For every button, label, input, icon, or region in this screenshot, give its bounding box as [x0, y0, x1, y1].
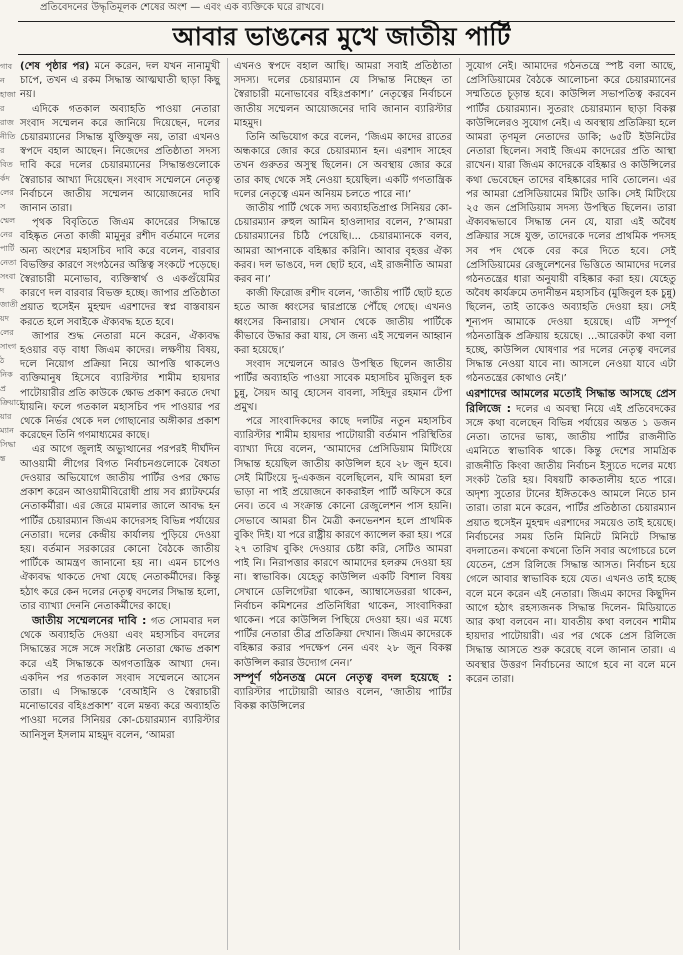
paragraph: এদিকে গতকাল অব্যাহতি পাওয়া নেতারা সংবাদ সম্মেলন করে জানিয়ে দিয়েছেন, দলের চেয়ারম্যানের সিদ্ধান্ত যুক্তিযুক্ত নয়, তারা এখনও স্বপদে বহাল আছেন। নিজেদের প্রতিষ্ঠাতা সদস্য দাবি করে দলের চেয়ারম্যানের সিদ্ধান্তগুলোকে স্বৈরাচার আখ্যা দিয়েছেন। সংবাদ সম্মেলনে নেতৃত্ব নির্বাচনে জাতীয় সম্মেলন আয়োজনের দাবি জানান তারা। [20, 103, 220, 215]
subheading: জাতীয় সম্মেলনের দাবি : [32, 613, 147, 627]
subheading: এরশাদের আমলের মতোই সিদ্ধান্ত আসছে প্রেস রিলিজে : [466, 386, 676, 415]
paragraph: এর আগে জুলাই অভ্যুত্থানের পরপরই দীর্ঘদিন আওয়ামী লীগের বিগত নির্বাচনগুলোকে বৈধতা দেওয়ার অভিযোগে জাতীয় পার্টির ওপর ক্ষোভ প্রকাশ করেন আওয়ামীবিরোধী প্রায় সব প্ল্যাটফর্মের নেতাকর্মীরা। এর জেরে মামলার জালে আবদ্ধ হন পার্টির চেয়ারম্যান জিএম কাদেরসহ বিভিন্ন পর্যায়ের নেতারা। দলের কেন্দ্রীয় কার্যালয় পুড়িয়ে দেওয়া হয়। বর্তমান সরকারের কোনো বৈঠকে জাতীয় পার্টিকে আমন্ত্রণ জানানো হয় না। এমন চাপেও ঐক্যবদ্ধ থাকতে দেখা যেছে নেতাকর্মীদের। কিন্তু হঠাৎ করে কেন দলের নেতৃত্ব বদলের সিদ্ধান্ত হলো, তার ব্যাখ্যা দেননি নেতাকর্মীদের কাছে। [20, 444, 220, 612]
headline-bottom-rule [18, 54, 675, 55]
continued-marker: (শেষ পৃষ্ঠার পর) [20, 61, 90, 72]
paragraph: জাপার শুদ্ধ নেতারা মনে করেন, ঐক্যবদ্ধ হওয়ার বড় বাধা জিএম কাদের। লক্ষণীয় বিষয়, দলে নিয়োগ প্রক্রিয়া নিয়ে আপত্তি থাকলেও ব্যক্তিমানুষ হিসেবে ব্যারিস্টার শামীম হায়দার পাটোয়ারীর প্রতি কাউকে ক্ষোভ প্রকাশ করতে দেখা যায়নি। ফলে গতকাল মহাসচিব পদ পাওয়ার পর থেকে নির্ভর থেকে দল গোছানোর অঙ্গীকার প্রকাশ করেছেন তিনি গণমাধ্যমের কাছে। [20, 330, 220, 442]
paragraph-text: গত সোমবার দল থেকে অব্যাহতি দেওয়া এবং মহাসচিব বদলের সিদ্ধান্তের সঙ্গে সঙ্গে সংশ্লিষ্ট নেতারা ক্ষোভ প্রকাশ করে এই সিদ্ধান্তকে অগণতান্ত্রিক আখ্যা দেন। একদিন পর গতকাল সংবাদ সম্মেলনে আসেন তারা। এ সিদ্ধান্তকে ‘বেআইনি ও স্বৈরাচারী মনোভাবের বহিঃপ্রকাশ’ বলে মন্তব্য করে অব্যাহতি পাওয়া দলের সিনিয়র কো-চেয়ারম্যান ব্যারিস্টার আনিসুল ইসলাম মাহমুদ বলেন, ‘আমরা [20, 615, 220, 741]
paragraph [234, 671, 452, 715]
paragraph-text: দলের এ অবস্থা নিয়ে এই প্রতিবেদকের সঙ্গে কথা বলেছেন বিভিন্ন পর্যায়ের অন্তত ১ ডজন নেতা। তাদের ভাষ্য, জাতীয় পার্টির রাজনীতি এমনিতে স্বাভাবিক থাকে। কিন্তু দেশের সামগ্রিক রাজনীতি কিংবা জাতীয় নির্বাচন ইস্যুতে দলের মধ্যে সংকট তৈরি হয়। বিষয়টি কাকতালীয় হতে পারে। অদৃশ্য সুতোর টানের ইঙ্গিতকেও আমলে নিতে চান তারা। তারা মনে করেন, পার্টির প্রতিষ্ঠাতা চেয়ারম্যান প্রয়াত হুসেইন মুহম্মদ এরশাদের সময়েও তাই হয়েছে। নির্বাচনের সময় তিনি মিনিটে মিনিটে সিদ্ধান্ত বদলাতেন। কখনো কখনো তিনি সবার অগোচরে চলে যেতেন, প্রেস রিলিজে সিদ্ধান্ত আসত। নির্বাচন হয়ে গেলে আবার স্বাভাবিক হয়ে যেত। এখনও তাই হচ্ছে বলে মনে করেন এই নেতারা। জিএম কাদের কিছুদিন আগে হঠাৎ রহস্যজনক সিদ্ধান্ত দিলেন- মিডিয়াতে আর কথা বলবেন না। যাবতীয় কথা বলবেন শামীম হায়দার পাটোয়ারী। এর পর থেকে প্রেস রিলিজে সিদ্ধান্ত আসতে শুরু করেছে বলে জানান তারা। এ অবস্থার উত্তরণ নির্বাচনের আগে হবে না বলে মনে করেন তারা। [466, 403, 677, 685]
article-column-3 [466, 60, 676, 950]
paragraph-text: ব্যারিস্টার পাটোয়ারী আরও বলেন, ‘জাতীয় পার্টির বিকল্প কাউন্সিলের [234, 686, 452, 713]
column-divider-1 [227, 58, 228, 950]
paragraph: এখনও স্বপদে বহাল আছি। আমরা সবাই প্রতিষ্ঠাতা সদস্য। দলের চেয়ারম্যান যে সিদ্ধান্ত নিচ্ছেন তা স্বৈরাচারী মনোভাবের বহিঃপ্রকাশ।’ নেতৃত্বের নির্বাচনে জাতীয় সম্মেলন আয়োজনের দাবি জানান ব্যারিস্টার মাহমুদ। [234, 61, 452, 129]
paragraph: সুযোগ নেই। আমাদের গঠনতন্ত্রে স্পষ্ট বলা আছে, প্রেসিডিয়ামের বৈঠকে আলোচনা করে চেয়ারম্যানের সম্মতিতে চূড়ান্ত হবে। কাউন্সিল সভাপতিত্ব করবেন পার্টির চেয়ারম্যান। সুতরাং চেয়ারম্যান ছাড়া বিকল্প কাউন্সিলেরও সুযোগ নেই। এ অবস্থায় প্রতিক্রিয়া হলে আমরা তৃণমূল নেতাদের ডাকি; ৬৫টি ইউনিটের নেতারা ছিলেন। সবাই জিএম কাদেরের প্রতি আস্থা রাখেন। যারা জিএম কাদেরকে বহিষ্কার ও কাউন্সিলের কথা ভেবেছেন তাদের বহিষ্কারের দাবি তোলেন। এর পর আমরা প্রেসিডিয়ামের মিটিং ডাকি। সেই মিটিংয়ে ২৫ জন প্রেসিডিয়াম সদস্য উপস্থিত ছিলেন। তারা ঐক্যবদ্ধভাবে সিদ্ধান্ত নেন যে, যারা এই অবৈধ প্রক্রিয়ার সঙ্গে যুক্ত, তাদেরকে দলের প্রাথমিক পদসহ সব পদ থেকে বের করে দিতে হবে। সেই প্রেসিডিয়ামের রেজুলেশনের ভিত্তিতে আমাদের দলের গঠনতন্ত্রের ধারা অনুযায়ী বহিষ্কার করা হয়। যেহেতু অবৈধ কার্যক্রমে তদানীন্তন মহাসচিব (মুজিবুল হক চুন্নু) ছিলেন, তাই তাকেও অব্যাহতি দেওয়া হয়। সেই শূন্যপদ আমাকে দেওয়া হয়েছে। এটি সম্পূর্ণ গঠনতান্ত্রিক প্রক্রিয়ায় হয়েছে। ...আরেকটা কথা বলা হচ্ছে, কাউন্সিল ঘোষণার পর দলের নেতৃত্ব বদলের সিদ্ধান্ত নেওয়া যাবে না। আসলে নেওয়া যাবে এটা গঠনতন্ত্রের কোথাও নেই।’ [466, 61, 676, 385]
paragraph [20, 60, 220, 103]
left-margin-cutoff-text: গাবনহাজাররাজনীতিরবিতর্কদলেরসম্মেলনেরপার্টিনেতাসংবাদজাতীয়দলেরসাংগঠনিকপ্রক্রিয়াচেয়ারম্যানসিদ্ধান্ত [0, 62, 24, 463]
paragraph [466, 387, 676, 687]
article-column-1 [20, 60, 220, 950]
headline: আবার ভাঙনের মুখে জাতীয় পার্টি [172, 22, 511, 51]
paragraph: পৃথক বিবৃতিতে জিএম কাদেরের সিদ্ধান্তে বহিষ্কৃত নেতা কাজী মামুনুর রশীদ বর্তমানে দলের অন্য অংশের মহাসচিব দাবি করে বলেন, বারবার বিভক্তির কারণে সংগঠনের অস্তিত্ব সংকটে পড়েছে। স্বৈরাচারী মনোভাব, ব্যক্তিস্বার্থ ও একগুঁয়েমির কারণে দল বারবার বিভক্ত হচ্ছে। জাপার প্রতিষ্ঠাতা প্রয়াত হুসেইন মুহম্মদ এরশাদের স্বপ্ন বাস্তবায়ন করতে হলে সবাইকে ঐক্যবদ্ধ হতে হবে। [20, 217, 220, 328]
paragraph [20, 614, 220, 743]
paragraph: কাজী ফিরোজ রশীদ বলেন, ‘জাতীয় পার্টি ছোট হতে হতে আজ ধ্বংসের দ্বারপ্রান্তে পৌঁছে গেছে। এখনও ধ্বংসের কিনারায়। সেখান থেকে জাতীয় পার্টিকে কীভাবে উদ্ধার করা যায়, সে জন্য এই সম্মেলন আহ্বান করা হয়েছে।’ [234, 288, 452, 357]
paragraph: জাতীয় পার্টি থেকে সদ্য অব্যাহতিপ্রাপ্ত সিনিয়র কো-চেয়ারম্যান রুহুল আমিন হাওলাদার বলেন, ?’আমরা চেয়ারম্যানের চিঠি পেয়েছি।... চেয়ারম্যানকে বলব, আমরা আপনাকে বহিষ্কার করিনি। আবার বৃহত্তর ঐক্য করব। দল ভাঙবে, দল ছোট হবে, এই রাজনীতি আমরা করব না।’ [234, 203, 452, 286]
previous-article-tail: প্রতিবেদনের উদ্ধৃতিমূলক শেষের অংশ — এবং এক ব্যক্তিকে ঘরে রাখবে। [40, 2, 325, 13]
subheading: সম্পূর্ণ গঠনতন্ত্র মেনে নেতৃত্ব বদল হয়েছে : [234, 670, 452, 684]
paragraph: পরে সাংবাদিকদের কাছে দলটির নতুন মহাসচিব ব্যারিস্টার শামীম হায়দার পাটোয়ারী বর্তমান পরিস্থিতির ব্যাখ্যা দিয়ে বলেন, ‘আমাদের প্রেসিডিয়াম মিটিংয়ে সিদ্ধান্ত হয়েছিল জাতীয় কাউন্সিল হবে ২৮ জুন হবে। সেই মিটিংয়ে দু-একজন বলেছিলেন, যদি আমরা হল ভাড়া না পাই প্রয়োজনে কাকরাইল পার্টি অফিসে করে নেব। তবে এ সংক্রান্ত কোনো রেজুলেশন পাস হয়নি। সেভাবে আমরা চীন মৈত্রী কনভেনশন হলে প্রাথমিক বুকিং দিই। যা পরে রাষ্ট্রীয় কারণে ক্যান্সেল করা হয়। পরে ২৭ তারিখ বুকিং দেওয়ার চেষ্টা করি, সেটিও আমরা পাই নি। নিরাপত্তার কারণে আমাদের হলরুম দেওয়া হয় না। স্বাভাবিক। যেহেতু কাউন্সিল একটি বিশাল বিষয় সেখানে ডেলিগেটরা থাকেন, অ্যাম্বাসেডররা থাকেন, নির্বাচন কমিশনের প্রতিনিধিরা থাকেন, সাংবাদিকরা থাকেন। পরে কাউন্সিল পিছিয়ে দেওয়া হয়। এর মধ্যে পার্টির নেতারা তীব্র প্রতিক্রিয়া দেখান। জিএম কাদেরকে বহিষ্কার করার পদক্ষেপ নেন এবং ২৮ জুন বিকল্প কাউন্সিল করার উদ্যোগ নেন।’ [234, 416, 452, 669]
paragraph-text: মনে করেন, দল যখন নানামুখী চাপে, তখন এ রকম সিদ্ধান্ত আত্মঘাতী ছাড়া কিছু নয়। [20, 61, 220, 101]
paragraph: তিনি অভিযোগ করে বলেন, ‘জিএম কাদের রাতের অন্ধকারে জোর করে চেয়ারম্যান হন। এরশাদ সাহেব তখন গুরুতর অসুস্থ ছিলেন। সে অবস্থায় জোর করে তার কাছ থেকে সই নেওয়া হয়েছিল। একটি গণতান্ত্রিক দলের নেতৃত্বে এমন অনিয়ম চলতে পারে না।’ [234, 132, 452, 200]
paragraph: সংবাদ সম্মেলনে আরও উপস্থিত ছিলেন জাতীয় পার্টির অব্যাহতি পাওয়া সাবেক মহাসচিব মুজিবুল হক চুন্নু, সৈয়দ আবু হোসেন বাবলা, সহিদুর রহমান টেপা প্রমুখ। [234, 359, 452, 413]
column-divider-2 [459, 58, 460, 950]
article-column-2 [234, 60, 452, 950]
